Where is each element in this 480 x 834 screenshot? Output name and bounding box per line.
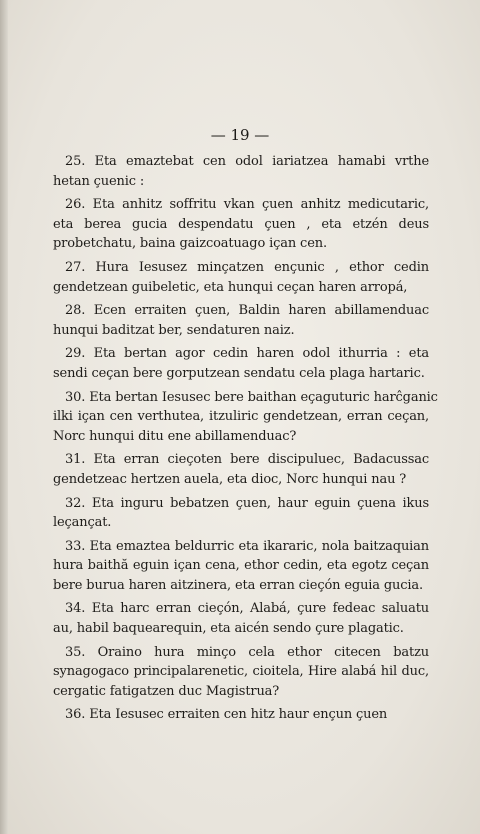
verse-paragraph (53, 599, 429, 638)
verse-line: gendetzean guibeletic, eta hunqui ceçan haren arropá, (53, 279, 408, 295)
verse-line: 28. Ecen erraiten çuen, Baldin haren abillamenduac (65, 303, 429, 319)
verse-line: 33. Eta emaztea beldurric eta ikararic, nola baitzaquian (65, 538, 429, 554)
verse-line: 31. Eta erran cieçoten bere discipuluec, Badacussac (65, 452, 429, 468)
verse-line: 30. Eta bertan Iesusec bere baithan eçaguturic harĉganic (65, 389, 438, 405)
verse-line: ilki içan cen verthutea, itzuliric gendetzean, erran ceçan, (53, 409, 429, 425)
verse-line: hunqui baditzat ber, sendaturen naiz. (53, 322, 295, 338)
verse-paragraph (53, 152, 429, 191)
verse-line: sendi ceçan bere gorputzean sendatu cela plaga hartaric. (53, 365, 425, 381)
verse-text-block (53, 152, 438, 729)
verse-line: leçançat. (53, 515, 112, 531)
verse-paragraph (53, 301, 429, 340)
verse-paragraph (53, 344, 429, 383)
verse-line: 34. Eta harc erran cieçón, Alabá, çure fedeac saluatu (65, 601, 429, 617)
verse-paragraph (53, 705, 429, 725)
verse-line: au, habil baquearequin, eta aicén sendo çure plagatic. (53, 621, 404, 637)
verse-paragraph (53, 388, 438, 447)
verse-line: 29. Eta bertan agor cedin haren odol ithurria : eta (65, 346, 429, 362)
verse-line: synagogaco principalarenetic, cioitela, Hire alabá hil duc, (53, 664, 429, 680)
verse-line: bere burua haren aitzinera, eta erran cieçón eguia gucia. (53, 577, 424, 593)
verse-line: hetan çuenic : (53, 173, 145, 189)
verse-line: 36. Eta Iesusec erraiten cen hitz haur ençun çuen (65, 707, 388, 723)
verse-line: gendetzeac hertzen auela, eta dioc, Norc hunqui nau ? (53, 471, 407, 487)
verse-paragraph (53, 494, 429, 533)
verse-line: hura baithă eguin içan cena, ethor cedin, eta egotz ceçan (53, 558, 429, 574)
verse-line: Norc hunqui ditu ene abillamenduac? (53, 428, 297, 444)
verse-paragraph (53, 258, 429, 297)
verse-paragraph (53, 643, 429, 702)
verse-paragraph (53, 537, 429, 596)
page-number: — 19 — (210, 126, 270, 144)
verse-line: eta berea gucia despendatu çuen , eta etzén deus (53, 216, 429, 232)
verse-line: 26. Eta anhitz soffritu vkan çuen anhitz medicutaric, (65, 197, 429, 213)
verse-line: cergatic fatigatzen duc Magistrua? (53, 683, 280, 699)
verse-line: 27. Hura Iesusez minçatzen ençunic , ethor cedin (65, 259, 429, 275)
verse-paragraph (53, 195, 429, 254)
verse-line: 35. Oraino hura minço cela ethor citecen batzu (65, 644, 429, 660)
verse-line: probetchatu, baina gaizcoatuago içan cen. (53, 236, 327, 252)
verse-paragraph (53, 450, 429, 489)
verse-line: 32. Eta inguru bebatzen çuen, haur eguin çuena ikus (65, 495, 429, 511)
verse-line: 25. Eta emaztebat cen odol iariatzea hamabi vrthe (65, 154, 429, 169)
